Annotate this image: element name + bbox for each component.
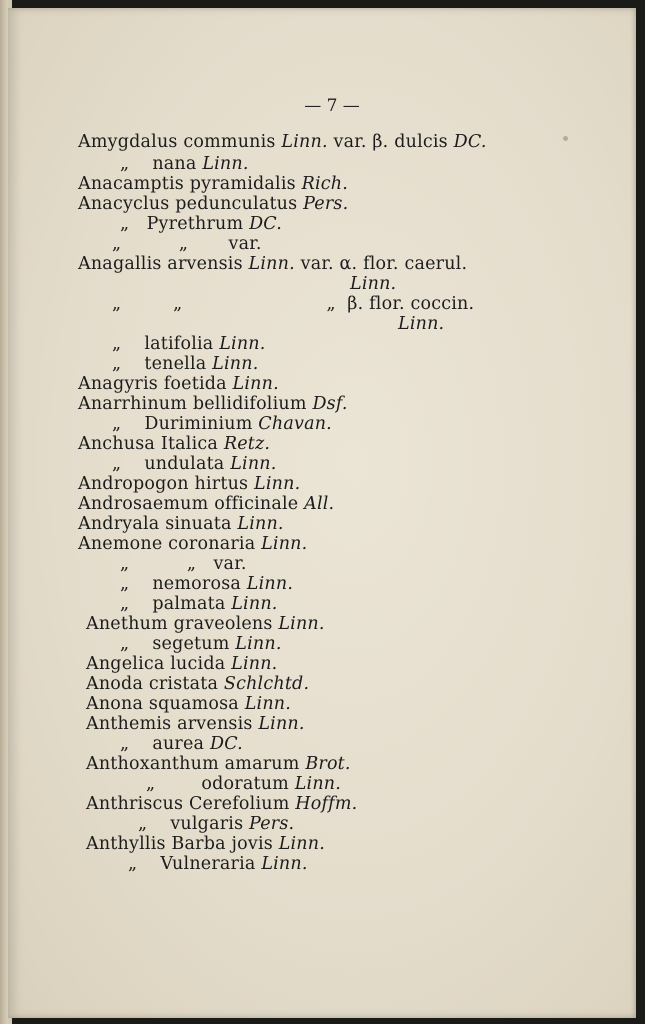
author-abbreviation: All. bbox=[304, 494, 335, 514]
author-abbreviation: Dsf. bbox=[312, 394, 348, 414]
ditto-mark: „ bbox=[112, 294, 122, 314]
species-entry bbox=[112, 414, 332, 434]
entry-text: Anchusa Italica bbox=[78, 434, 224, 454]
species-entry bbox=[86, 654, 277, 674]
author-abbreviation: Linn. bbox=[254, 474, 301, 494]
ditto-mark: „ bbox=[112, 334, 122, 354]
author-abbreviation: Linn. bbox=[278, 614, 325, 634]
author-abbreviation: Rich. bbox=[301, 174, 349, 194]
author-abbreviation: Linn. bbox=[246, 574, 294, 594]
ink-spot bbox=[563, 136, 568, 141]
ditto-mark: „ bbox=[112, 354, 122, 374]
author-abbreviation: Linn. bbox=[244, 694, 292, 714]
entry-text: segetum bbox=[129, 634, 236, 654]
entry-text: Anagyris foetida bbox=[78, 374, 233, 394]
species-entry bbox=[120, 734, 243, 754]
ditto-mark: „ bbox=[120, 214, 130, 234]
author-abbreviation: Linn. bbox=[248, 254, 295, 274]
species-entry bbox=[112, 234, 262, 254]
species-entry bbox=[86, 614, 325, 634]
species-entry bbox=[120, 594, 278, 614]
author-abbreviation: Linn. bbox=[231, 654, 278, 674]
author-abbreviation: Linn. bbox=[219, 334, 266, 354]
entry-text: var. bbox=[188, 234, 262, 254]
species-entry bbox=[78, 374, 279, 394]
author-abbreviation: Linn. bbox=[350, 274, 397, 294]
ditto-mark: „ bbox=[112, 414, 122, 434]
entry-text: aurea bbox=[129, 734, 210, 754]
ditto-mark: „ bbox=[120, 554, 130, 574]
entry-text: Anacyclus pedunculatus bbox=[78, 194, 304, 214]
entry-text: Andryala sinuata bbox=[78, 514, 238, 534]
entry-text: Androsaemum officinale bbox=[78, 494, 305, 514]
author-abbreviation: Linn. bbox=[235, 634, 282, 654]
ditto-mark: „ bbox=[120, 574, 130, 594]
species-entry bbox=[86, 794, 357, 814]
author-abbreviation: Linn. bbox=[232, 374, 279, 394]
species-entry bbox=[86, 834, 325, 854]
author-abbreviation: Linn. bbox=[237, 514, 284, 534]
ditto-mark: „ bbox=[129, 554, 197, 574]
ditto-mark: „ bbox=[121, 294, 183, 314]
entry-text: odoratum bbox=[155, 774, 295, 794]
species-entry bbox=[350, 274, 396, 294]
author-abbreviation: Chavan. bbox=[258, 414, 332, 434]
entry-text: Anthriscus Cerefolium bbox=[86, 794, 296, 814]
author-abbreviation: Linn. bbox=[261, 534, 308, 554]
author-abbreviation: Retz. bbox=[223, 434, 271, 454]
species-entry bbox=[120, 154, 249, 174]
book-page bbox=[8, 8, 636, 1018]
ditto-mark: „ bbox=[138, 814, 148, 834]
author-abbreviation: Pers. bbox=[249, 814, 295, 834]
entry-text: nemorosa bbox=[129, 574, 247, 594]
entry-text: Anthoxanthum amarum bbox=[86, 754, 306, 774]
species-entry bbox=[120, 214, 282, 234]
entry-text: Anthyllis Barba jovis bbox=[86, 834, 279, 854]
entry-text: latifolia bbox=[121, 334, 220, 354]
species-entry bbox=[398, 314, 444, 334]
author-abbreviation: Linn. bbox=[258, 714, 305, 734]
author-abbreviation: Linn. bbox=[202, 154, 249, 174]
species-entry bbox=[112, 454, 277, 474]
entry-text: var. β. dulcis bbox=[327, 132, 454, 152]
entry-text: Vulneraria bbox=[137, 854, 262, 874]
entry-text: var. α. flor. caerul. bbox=[294, 254, 468, 274]
entry-text: palmata bbox=[129, 594, 232, 614]
entry-text: var. bbox=[196, 554, 247, 574]
entry-text: Anthemis arvensis bbox=[86, 714, 259, 734]
species-entry bbox=[128, 854, 308, 874]
author-abbreviation: Brot. bbox=[305, 754, 351, 774]
entry-text: Angelica lucida bbox=[86, 654, 232, 674]
species-entry bbox=[86, 754, 351, 774]
species-entry bbox=[86, 694, 291, 714]
species-entry bbox=[78, 394, 348, 414]
author-abbreviation: Linn. bbox=[261, 854, 308, 874]
species-entry bbox=[78, 254, 467, 274]
author-abbreviation: DC. bbox=[453, 132, 487, 152]
ditto-mark: „ bbox=[121, 234, 189, 254]
species-entry bbox=[78, 434, 270, 454]
entry-text: Anacamptis pyramidalis bbox=[78, 174, 302, 194]
species-entry bbox=[138, 814, 294, 834]
author-abbreviation: Linn. bbox=[231, 594, 278, 614]
species-entry bbox=[112, 294, 474, 314]
ditto-mark: „ bbox=[128, 854, 138, 874]
entry-text: Anagallis arvensis bbox=[78, 254, 249, 274]
species-entry bbox=[78, 514, 284, 534]
entry-text: nana bbox=[129, 154, 203, 174]
entry-text: Amygdalus communis bbox=[78, 132, 282, 152]
entry-text: vulgaris bbox=[147, 814, 250, 834]
species-entry bbox=[78, 132, 487, 152]
page-number: — 7 — bbox=[304, 96, 360, 116]
author-abbreviation: DC. bbox=[249, 214, 283, 234]
ditto-mark: „ bbox=[112, 454, 122, 474]
ditto-mark: „ bbox=[120, 154, 130, 174]
author-abbreviation: Linn. bbox=[212, 354, 259, 374]
author-abbreviation: Linn. bbox=[281, 132, 328, 152]
entry-text: Anarrhinum bellidifolium bbox=[78, 394, 313, 414]
author-abbreviation: Pers. bbox=[303, 194, 349, 214]
entry-text: Anoda cristata bbox=[86, 674, 224, 694]
entry-text: Pyrethrum bbox=[129, 214, 250, 234]
species-entry bbox=[120, 554, 247, 574]
author-abbreviation: Hoffm. bbox=[295, 794, 358, 814]
ditto-mark: „ bbox=[120, 734, 130, 754]
species-entry bbox=[78, 474, 300, 494]
species-entry bbox=[86, 674, 309, 694]
ditto-mark: „ bbox=[120, 594, 130, 614]
species-entry bbox=[146, 774, 341, 794]
entry-text: „ β. flor. coccin. bbox=[182, 294, 475, 314]
species-entry bbox=[78, 534, 307, 554]
ditto-mark: „ bbox=[120, 634, 130, 654]
entry-text: Anona squamosa bbox=[86, 694, 245, 714]
species-entry bbox=[112, 354, 258, 374]
ditto-mark: „ bbox=[146, 774, 156, 794]
author-abbreviation: Linn. bbox=[278, 834, 326, 854]
species-entry bbox=[120, 574, 293, 594]
species-entry bbox=[78, 494, 334, 514]
author-abbreviation: Linn. bbox=[230, 454, 277, 474]
species-entry bbox=[112, 334, 266, 354]
species-entry bbox=[78, 194, 348, 214]
species-entry bbox=[78, 174, 348, 194]
ditto-mark: „ bbox=[112, 234, 122, 254]
entry-text: tenella bbox=[121, 354, 213, 374]
author-abbreviation: Schlchtd. bbox=[223, 674, 310, 694]
species-entry bbox=[86, 714, 305, 734]
entry-text: Andropogon hirtus bbox=[78, 474, 255, 494]
entry-text: Anemone coronaria bbox=[78, 534, 262, 554]
author-abbreviation: Linn. bbox=[294, 774, 342, 794]
species-entry bbox=[120, 634, 282, 654]
entry-text: Anethum graveolens bbox=[86, 614, 279, 634]
entry-text: undulata bbox=[121, 454, 231, 474]
entry-text: Duriminium bbox=[121, 414, 259, 434]
author-abbreviation: DC. bbox=[209, 734, 243, 754]
author-abbreviation: Linn. bbox=[398, 314, 445, 334]
